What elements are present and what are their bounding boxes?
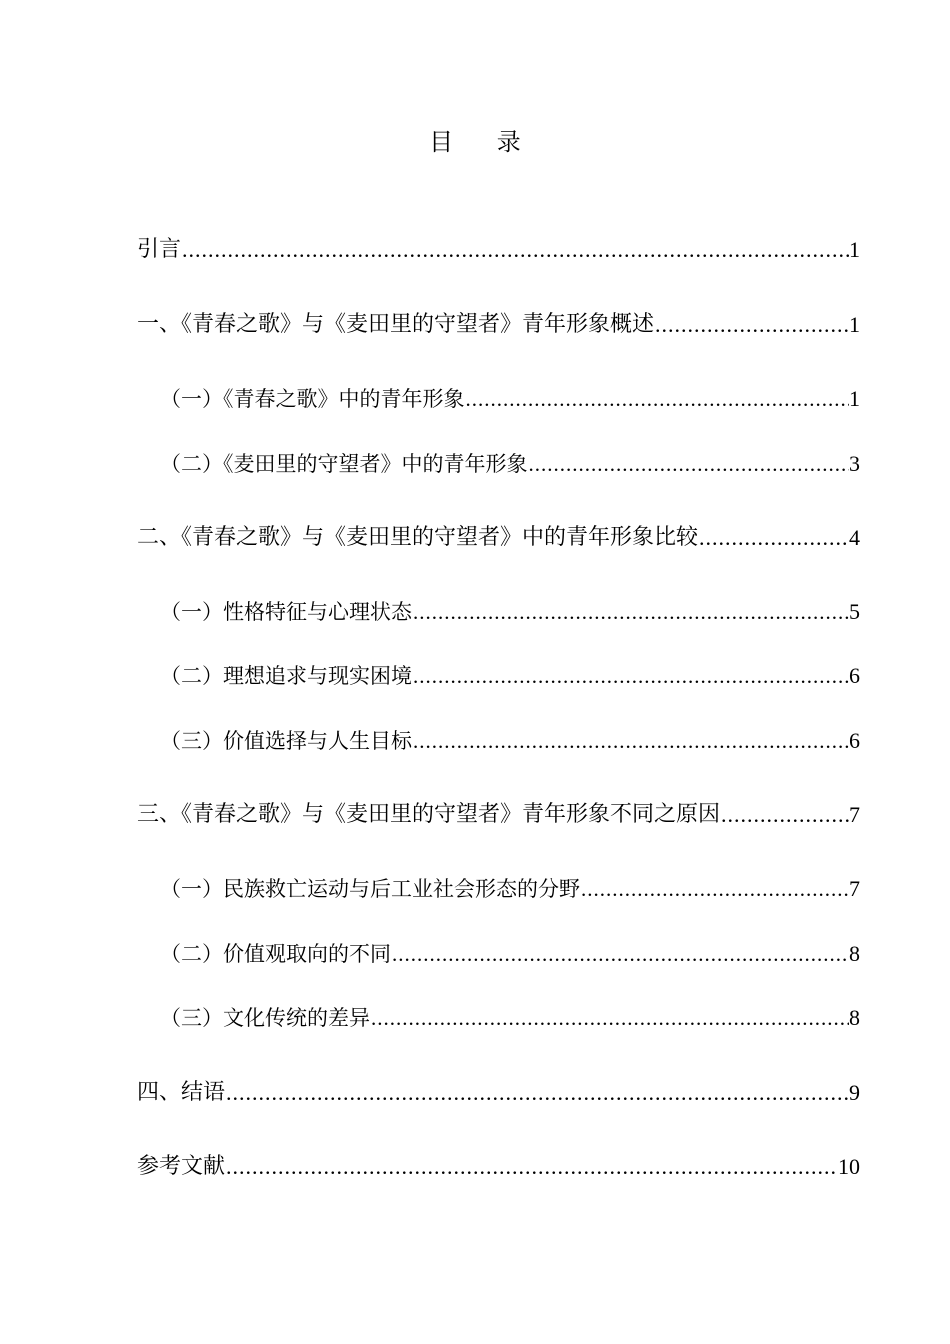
toc-entry-label: （三）文化传统的差异 [160,1006,370,1030]
page-title: 目 录 [429,128,539,156]
toc-entry-label: 参考文献 [137,1154,226,1179]
toc-entry-section-2-2[interactable] [160,660,860,692]
toc-entry-page: 8 [849,941,860,966]
toc-entry-page: 3 [849,451,860,476]
dot-leader [412,596,849,628]
dot-leader [370,1002,849,1034]
toc-entry-references[interactable] [137,1151,860,1183]
toc-entry-section-1-1[interactable] [160,383,860,415]
dot-leader [528,448,850,480]
dot-leader [698,522,849,554]
dot-leader [720,799,849,831]
toc-entry-page: 7 [849,876,860,901]
toc-entry-label: （一）《青春之歌》中的青年形象 [160,387,465,411]
toc-entry-section-1-2[interactable] [160,448,860,480]
dot-leader [654,309,849,341]
dot-leader [181,234,849,266]
toc-entry-section-3-3[interactable] [160,1002,860,1034]
toc-entry-page: 5 [849,599,860,624]
toc-entry-page: 1 [849,237,860,262]
toc-entry-section-4[interactable] [137,1077,860,1109]
toc-entry-section-2[interactable] [137,522,860,554]
toc-entry-section-2-1[interactable] [160,596,860,628]
toc-entry-section-1[interactable] [137,309,860,341]
toc-entry-section-3-1[interactable] [160,873,860,905]
toc-entry-section-3-2[interactable] [160,938,860,970]
toc-entry-label: 一、《青春之歌》与《麦田里的守望者》青年形象概述 [137,312,655,337]
toc-entry-page: 1 [849,386,860,411]
dot-leader [412,725,849,757]
toc-entry-intro[interactable] [137,234,860,266]
toc-entry-page: 6 [849,728,860,753]
toc-entry-page: 10 [838,1154,860,1179]
toc-entry-page: 1 [849,312,860,337]
toc-entry-section-3[interactable] [137,799,860,831]
dot-leader [225,1077,849,1109]
dot-leader [412,660,849,692]
toc-entry-page: 9 [849,1080,860,1105]
toc-entry-label: 四、结语 [137,1080,226,1105]
dot-leader [465,383,850,415]
dot-leader [580,873,849,905]
dot-leader [391,938,849,970]
toc-entry-label: （二）价值观取向的不同 [160,942,391,966]
toc-entry-label: （二）《麦田里的守望者》中的青年形象 [160,452,528,476]
toc-entry-page: 8 [849,1005,860,1030]
toc-entry-label: 三、《青春之歌》与《麦田里的守望者》青年形象不同之原因 [137,802,721,827]
toc-entry-page: 4 [849,525,860,550]
toc-entry-section-2-3[interactable] [160,725,860,757]
toc-entry-label: 引言 [137,237,182,262]
toc-entry-page: 7 [849,802,860,827]
dot-leader [225,1151,838,1183]
toc-entry-label: （一）性格特征与心理状态 [160,600,412,624]
toc-entry-page: 6 [849,663,860,688]
toc-entry-label: 二、《青春之歌》与《麦田里的守望者》中的青年形象比较 [137,525,699,550]
toc-entry-label: （一）民族救亡运动与后工业社会形态的分野 [160,877,580,901]
toc-entry-label: （二）理想追求与现实困境 [160,664,412,688]
toc-entry-label: （三）价值选择与人生目标 [160,729,412,753]
